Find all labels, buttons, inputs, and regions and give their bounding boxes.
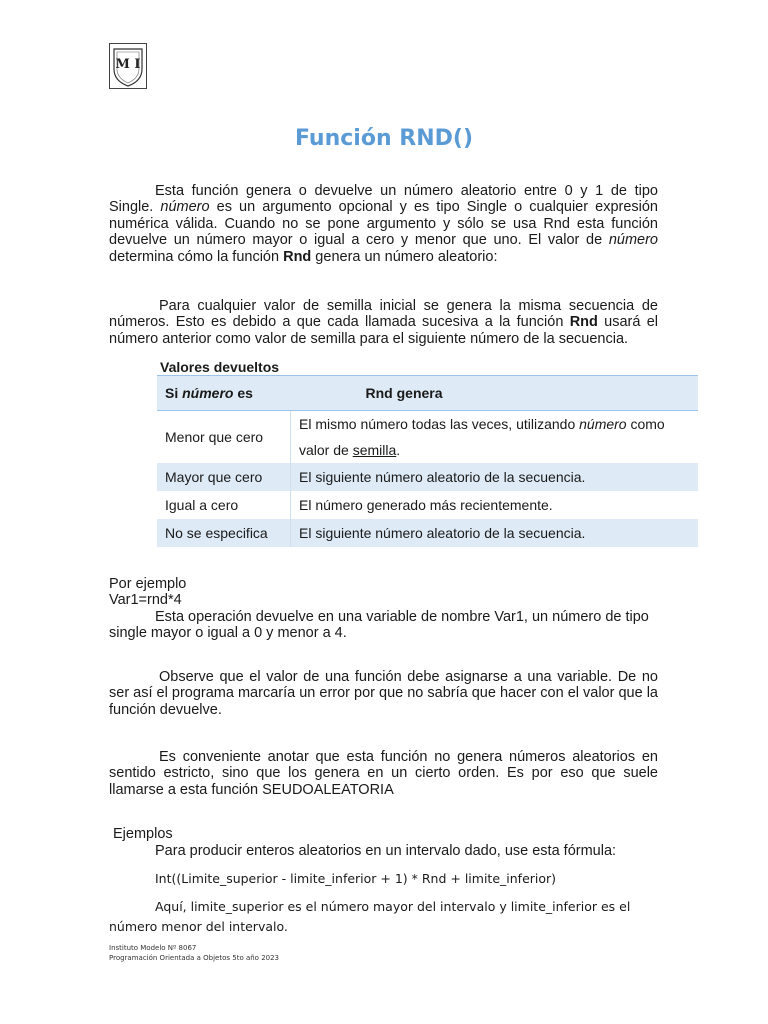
footer-line: Instituto Modelo Nº 8067 — [109, 944, 197, 952]
example-explanation: Esta operación devuelve en una variable de nombre Var1, un número de tipo single mayor o igual a 0 y menor a 4. — [109, 609, 649, 642]
table-cell: No se especifica — [157, 519, 291, 547]
table-cell: El mismo número todas las veces, utilizando número como valor de semilla. — [291, 411, 699, 464]
pseudorandom-paragraph: Es conveniente anotar que esta función no genera números aleatorios en sentido estricto, sino que los genera en un cierto orden. Es por eso que suele llamarse a esta función SEUDOALEATORIA — [109, 749, 658, 798]
intro-paragraph: Esta función genera o devuelve un número aleatorio entre 0 y 1 de tipo Single. número es un argumento opcional y es tipo Single o cualquier expresión numérica válida. Cuando no se pone argumento y sólo se usa Rnd esta función devuelve un número mayor o igual a cero y menor que uno. El valor de número determina cómo la función Rnd genera un número aleatorio: — [109, 183, 658, 265]
formula-explanation: Aquí, limite_superior es el número mayor del intervalo y limite_inferior es el número menor del intervalo. — [109, 899, 631, 934]
formula: Int((Limite_superior - limite_inferior + 1) * Rnd + limite_inferior) — [155, 871, 557, 886]
values-table-title: Valores devueltos — [160, 359, 280, 375]
table-cell: Mayor que cero — [157, 463, 291, 491]
table-row — [157, 463, 698, 491]
page-footer — [109, 943, 279, 963]
observe-paragraph: Observe que el valor de una función debe asignarse a una variable. De no ser así el programa marcaría un error por que no sabría que hacer con el valor que la función devuelve. — [109, 669, 658, 718]
values-table — [157, 375, 698, 547]
table-cell: El siguiente número aleatorio de la secuencia. — [291, 519, 699, 547]
logo-monogram: M I — [115, 57, 141, 72]
example-code: Var1=rnd*4 — [109, 592, 182, 608]
table-row — [157, 491, 698, 519]
seed-paragraph: Para cualquier valor de semilla inicial se genera la misma secuencia de números. Esto es debido a que cada llamada sucesiva a la función Rnd usará el número anterior como valor de semilla para el siguiente número de la secuencia. — [109, 298, 658, 347]
table-cell: El siguiente número aleatorio de la secuencia. — [291, 463, 699, 491]
table-row — [157, 519, 698, 547]
examples-intro: Para producir enteros aleatorios en un intervalo dado, use esta fórmula: — [155, 843, 617, 859]
table-cell: El número generado más recientemente. — [291, 491, 699, 519]
table-cell: Igual a cero — [165, 497, 239, 513]
footer-line: Programación Orientada a Objetos 5to año 2023 — [109, 954, 280, 962]
table-row — [157, 411, 698, 464]
table-header-cell: Rnd genera — [291, 376, 699, 411]
school-logo — [109, 43, 147, 89]
table-header-row — [157, 376, 698, 411]
example-label: Por ejemplo — [109, 576, 187, 592]
examples-heading: Ejemplos — [113, 826, 173, 842]
table-cell: Menor que cero — [165, 429, 264, 445]
page-title: Función RND() — [295, 126, 473, 151]
table-header-cell: Si número es — [157, 376, 291, 411]
